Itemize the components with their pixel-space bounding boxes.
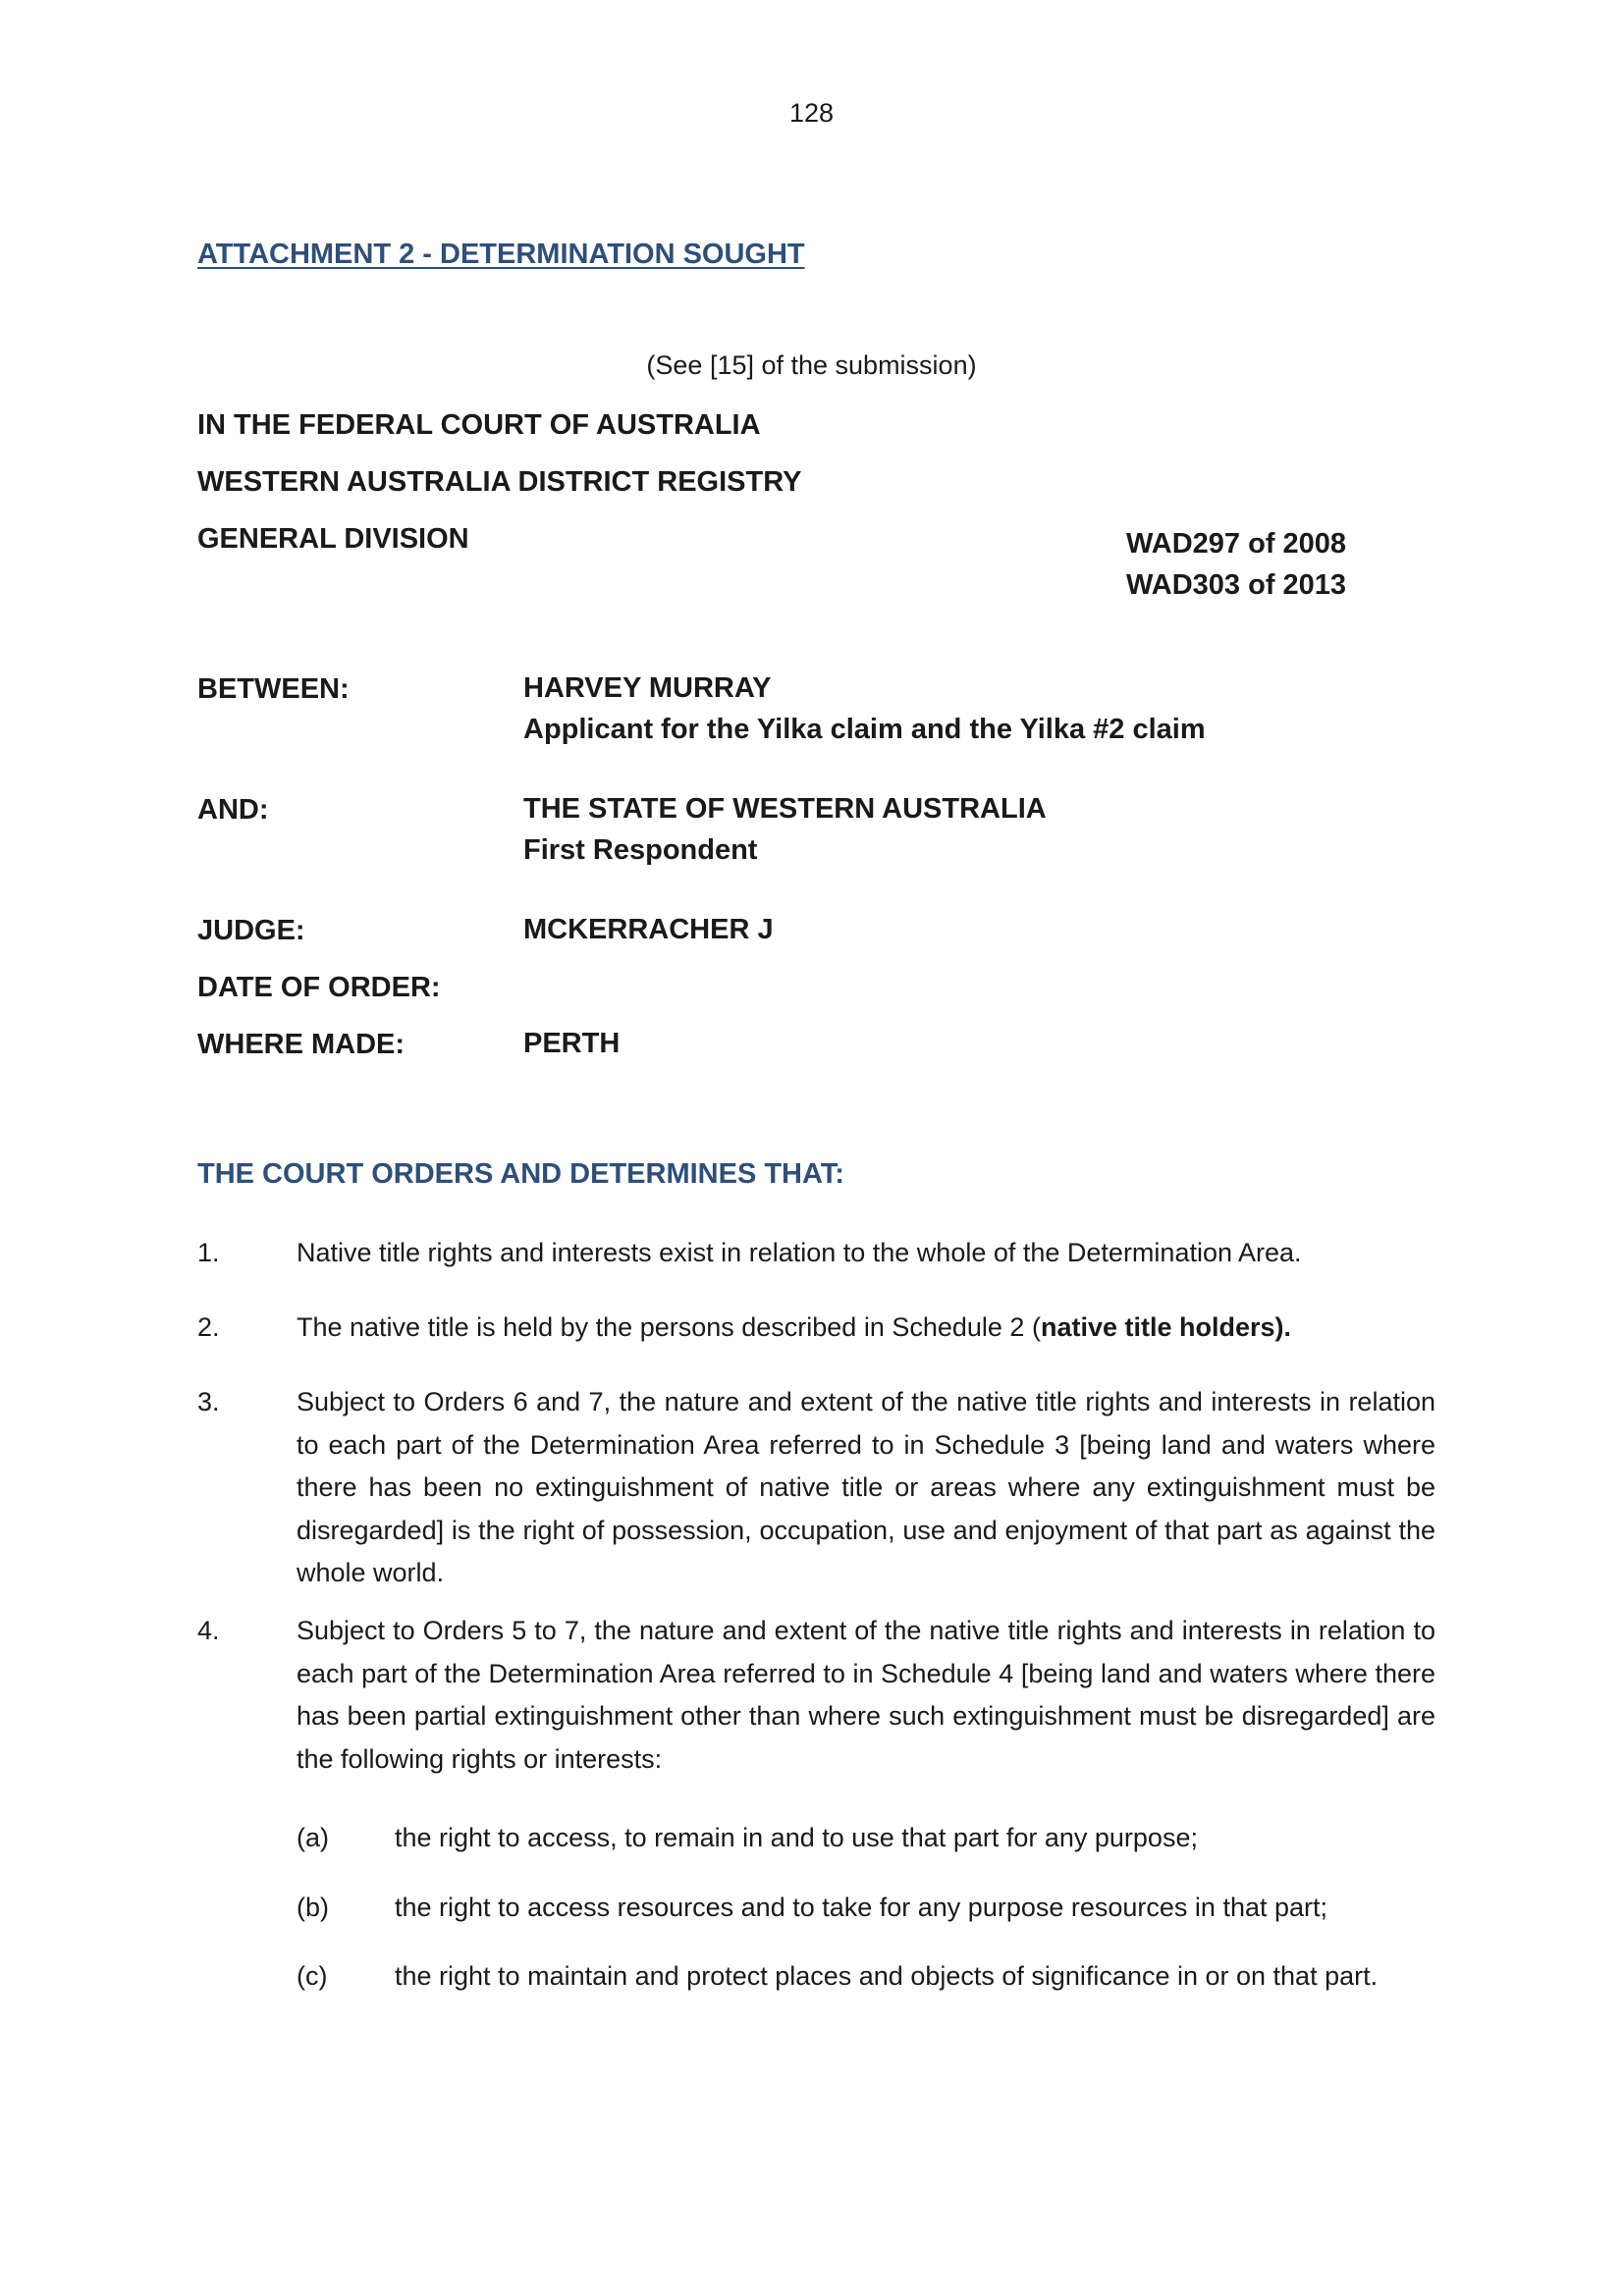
order-number: 4. <box>197 1616 220 1645</box>
order-text: Subject to Orders 5 to 7, the nature and extent of the native title rights and interests in relation to each part of the Determination Area referred to in Schedule 4 [being land and waters where there has been partial extinguishment other than where such extinguishment must be disregarded] are the following rights or interests: <box>297 1616 1435 1774</box>
sub-item-label: (a) <box>297 1823 329 1852</box>
respondent-role: First Respondent <box>523 834 758 866</box>
orders-heading: THE COURT ORDERS AND DETERMINES THAT: <box>197 1158 844 1190</box>
between-label: BETWEEN: <box>197 673 350 705</box>
and-label: AND: <box>197 794 269 826</box>
sub-item-text: the right to maintain and protect places and objects of significance in or on that part. <box>395 1961 1379 1991</box>
where-made-value: PERTH <box>523 1028 621 1059</box>
court-name: IN THE FEDERAL COURT OF AUSTRALIA <box>197 409 761 441</box>
order-text <box>297 1307 1435 1350</box>
sub-item-text: the right to access resources and to take for any purpose resources in that part; <box>395 1893 1328 1922</box>
order-text-part: The native title is held by the persons described in Schedule 2 ( <box>297 1312 1041 1342</box>
order-number: 2. <box>197 1312 220 1342</box>
attachment-title: ATTACHMENT 2 - DETERMINATION SOUGHT <box>197 239 805 270</box>
case-numbers <box>1126 523 1346 606</box>
case-number-1: WAD297 of 2008 <box>1126 528 1347 560</box>
order-text: Native title rights and interests exist in relation to the whole of the Determination Area. <box>297 1238 1302 1267</box>
sub-item-label: (b) <box>297 1893 329 1922</box>
division-name: GENERAL DIVISION <box>197 523 469 555</box>
case-number-2: WAD303 of 2013 <box>1126 569 1347 601</box>
judge-label: JUDGE: <box>197 915 305 946</box>
page-number: 128 <box>788 98 835 128</box>
order-text: Subject to Orders 6 and 7, the nature and extent of the native title rights and interests in relation to each part of the Determination Area referred to in Schedule 3 [being land and waters where there has been no extinguishment of native title or areas where any extinguishment must be disregarded] is the right of possession, occupation, use and enjoyment of that part as against the whole world. <box>297 1387 1435 1587</box>
defined-term: native title holders). <box>1040 1312 1292 1342</box>
sub-item-text: the right to access, to remain in and to use that part for any purpose; <box>395 1823 1198 1852</box>
date-of-order-label: DATE OF ORDER: <box>197 972 441 1003</box>
applicant-role: Applicant for the Yilka claim and the Yilka #2 claim <box>523 714 1206 745</box>
sub-item-label: (c) <box>297 1961 328 1991</box>
respondent-block <box>523 788 1047 871</box>
applicant-block <box>523 667 1206 750</box>
see-note: (See [15] of the submission) <box>646 350 977 380</box>
where-made-label: WHERE MADE: <box>197 1029 406 1060</box>
registry-name: WESTERN AUSTRALIA DISTRICT REGISTRY <box>197 466 802 498</box>
order-number: 1. <box>197 1238 220 1267</box>
judge-value: MCKERRACHER J <box>523 914 774 945</box>
applicant-name: HARVEY MURRAY <box>523 672 772 704</box>
order-number: 3. <box>197 1387 220 1416</box>
respondent-name: THE STATE OF WESTERN AUSTRALIA <box>523 793 1047 825</box>
